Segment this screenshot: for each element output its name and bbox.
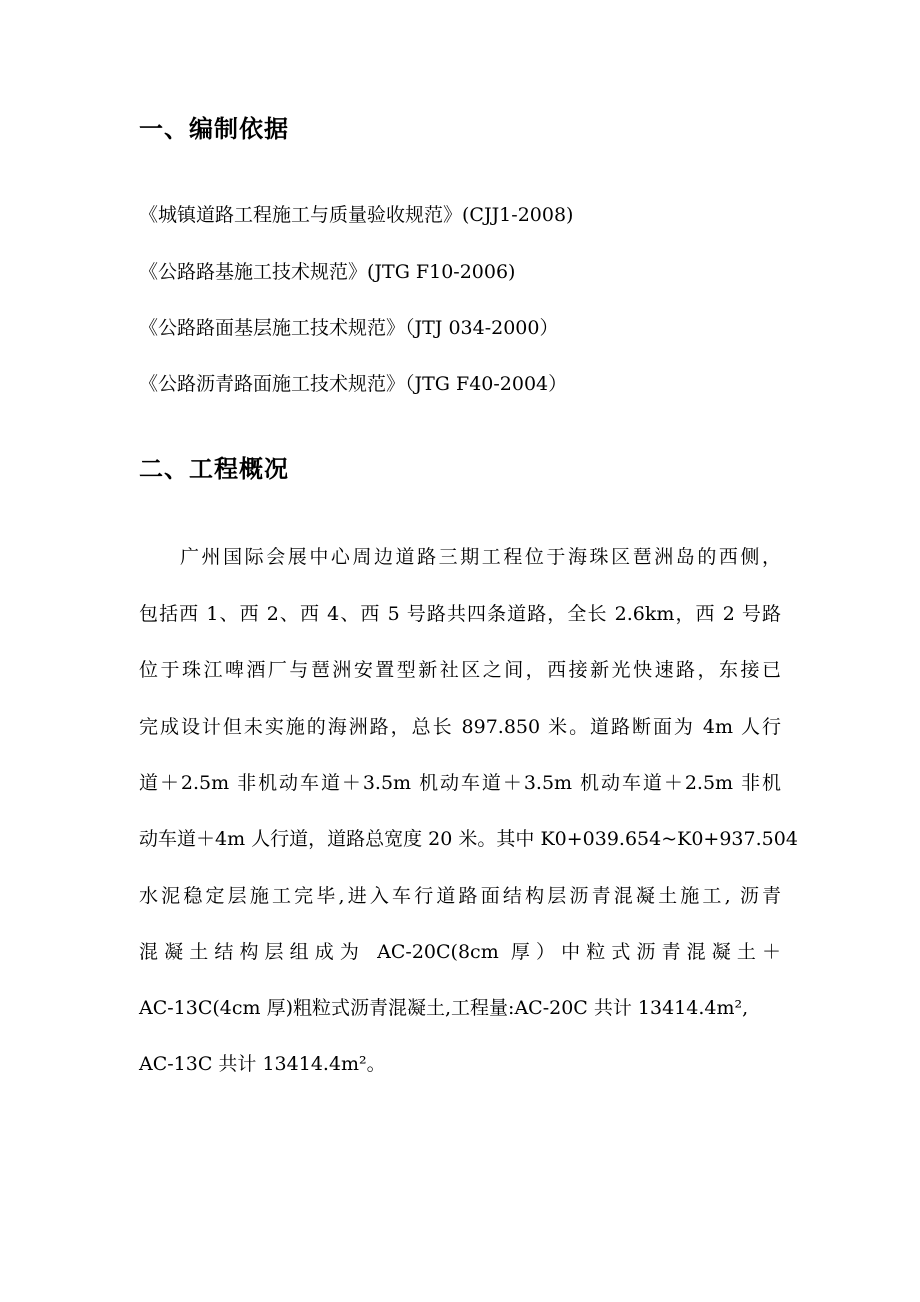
reference-item: 《公路沥青路面施工技术规范》（JTG F40-2004） bbox=[139, 373, 568, 395]
reference-item: 《公路路面基层施工技术规范》（JTJ 034-2000） bbox=[139, 317, 559, 339]
paragraph-line: 动车道＋4m 人行道，道路总宽度 20 米。其中 K0+039.654~K0+937.504 bbox=[139, 828, 798, 850]
section-heading-basis: 一、编制依据 bbox=[139, 115, 289, 143]
paragraph-line: AC-13C(4cm 厚)粗粒式沥青混凝土,工程量:AC-20C 共计 13414.4m², bbox=[139, 997, 749, 1019]
paragraph-line: 道＋2.5m 非机动车道＋3.5m 机动车道＋3.5m 机动车道＋2.5m 非机 bbox=[139, 772, 781, 794]
paragraph-line: 完成设计但未实施的海洲路，总长 897.850 米。道路断面为 4m 人行 bbox=[139, 716, 781, 738]
reference-item: 《公路路基施工技术规范》(JTG F10-2006) bbox=[139, 261, 516, 283]
reference-item: 《城镇道路工程施工与质量验收规范》(CJJ1-2008) bbox=[139, 204, 574, 226]
section-heading-overview: 二、工程概况 bbox=[139, 455, 289, 483]
paragraph-line: 包括西 1、西 2、西 4、西 5 号路共四条道路，全长 2.6km，西 2 号路 bbox=[139, 603, 781, 625]
paragraph-line: 广州国际会展中心周边道路三期工程位于海珠区琶洲岛的西侧， bbox=[180, 546, 781, 568]
paragraph-line: 混凝土结构层组成为 AC-20C(8cm 厚）中粒式沥青混凝土＋ bbox=[139, 941, 781, 963]
paragraph-line: AC-13C 共计 13414.4m²。 bbox=[139, 1053, 386, 1075]
paragraph-line: 水泥稳定层施工完毕,进入车行道路面结构层沥青混凝土施工, 沥青 bbox=[139, 885, 781, 907]
paragraph-line: 位于珠江啤酒厂与琶洲安置型新社区之间，西接新光快速路，东接已 bbox=[139, 659, 781, 681]
